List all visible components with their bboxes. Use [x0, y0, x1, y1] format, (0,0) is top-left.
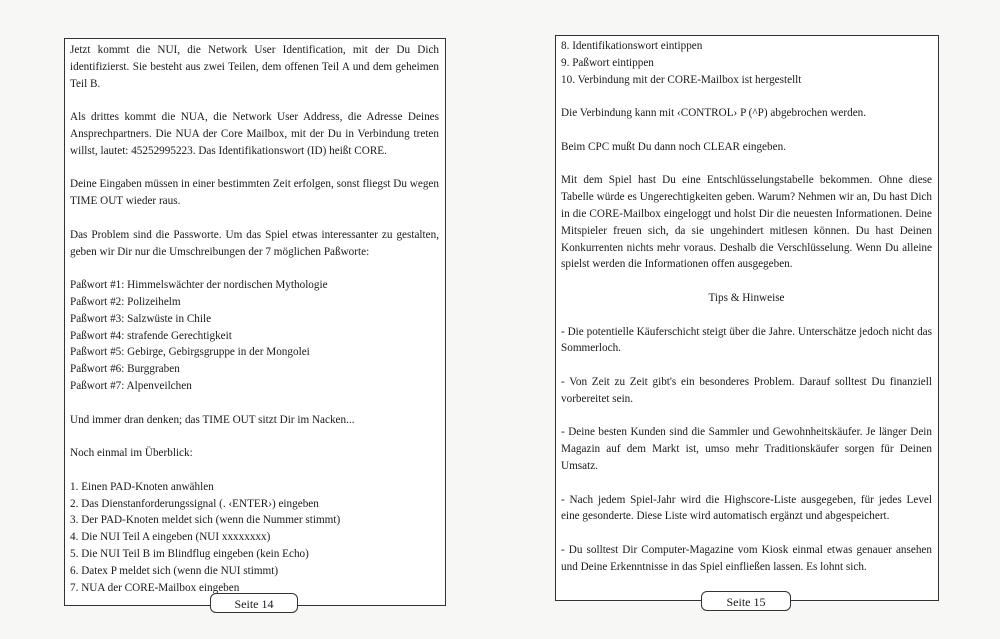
right-page: [555, 35, 939, 601]
tip-item: - Von Zeit zu Zeit gibt's ein besonderes Problem. Darauf solltest Du finanziell vorbereitet sein.: [561, 375, 932, 405]
step-item: 9. Paßwort eintippen: [561, 56, 654, 69]
step-item: 10. Verbindung mit der CORE-Mailbox ist hergestellt: [561, 73, 802, 86]
password-item: Paßwort #4: strafende Gerechtigkeit: [70, 329, 232, 342]
password-item: Paßwort #7: Alpenveilchen: [70, 379, 192, 392]
tip-item: - Nach jedem Spiel-Jahr wird die Highscore-Liste ausgegeben, für jedes Level eine gesonderte. Diese Liste wird automatisch ergänzt und abgespeichert.: [561, 493, 932, 523]
tip-item: - Du solltest Dir Computer-Magazine vom Kiosk einmal etwas genauer ansehen und Deine Erkenntnisse in das Spiel einfließen lassen. Es lohnt sich.: [561, 543, 932, 573]
page-number-left: Seite 14: [210, 593, 298, 613]
paragraph-cpc: Beim CPC mußt Du dann noch CLEAR eingeben.: [561, 140, 786, 153]
page-number-right: Seite 15: [701, 591, 791, 611]
right-page-content: [561, 38, 932, 576]
paragraph-decryption-table: Mit dem Spiel hast Du eine Entschlüsselungstabelle bekommen. Ohne diese Tabelle würde es Ungerechtigkeiten geben. Warum? Nehmen wir an, Du hast Dich in die CORE-Mailbox eingeloggt und holst Dir die neuesten Informationen. Deine Mitspieler freuen sich, da sie ungehindert mitlesen können. Du hast Deinen Konkurrenten nichts mehr voraus. Deshalb die Verschlüsselung. Wenn Du alleine spielst werden die Informationen offen ausgegeben.: [561, 174, 932, 271]
left-page-content: [70, 42, 439, 596]
paragraph-nui: Jetzt kommt die NUI, die Network User Identification, mit der Du Dich identifizierst. Sie besteht aus zwei Teilen, dem offenen Teil A und dem geheimen Teil B.: [70, 44, 439, 90]
password-item: Paßwort #3: Salzwüste in Chile: [70, 312, 212, 325]
paragraph-passwords: Das Problem sind die Passworte. Um das Spiel etwas interessanter zu gestalten, geben wir Dir nur die Umschreibungen der 7 möglichen Paßworte:: [70, 228, 439, 258]
paragraph-time-out: Deine Eingaben müssen in einer bestimmten Zeit erfolgen, sonst fliegst Du wegen TIME OUT wieder raus.: [70, 178, 439, 208]
paragraph-nua: Als drittes kommt die NUA, die Network User Address, die Adresse Deines Ansprechpartners. Die NUA der Core Mailbox, mit der Du in Verbindung treten willst, lautet: 45252995223. Das Identifikationswort (ID) heißt CORE.: [70, 111, 439, 157]
step-item: 1. Einen PAD-Knoten anwählen: [70, 480, 214, 493]
step-item: 8. Identifikationswort eintippen: [561, 40, 703, 52]
step-item: 4. Die NUI Teil A eingeben (NUI xxxxxxxx): [70, 531, 271, 544]
step-item: 2. Das Dienstanforderungssignal (. ‹ENTER›) eingeben: [70, 497, 319, 510]
paragraph-reminder: Und immer dran denken; das TIME OUT sitzt Dir im Nacken...: [70, 413, 355, 426]
password-item: Paßwort #2: Polizeihelm: [70, 295, 181, 308]
tips-heading: Tips & Hinweise: [708, 291, 785, 304]
step-item: 3. Der PAD-Knoten meldet sich (wenn die Nummer stimmt): [70, 514, 341, 527]
password-item: Paßwort #5: Gebirge, Gebirgsgruppe in der Mongolei: [70, 346, 310, 359]
step-item: 7. NUA der CORE-Mailbox eingeben: [70, 581, 240, 594]
tip-item: - Die potentielle Käuferschicht steigt über die Jahre. Unterschätze jedoch nicht das Sommerloch.: [561, 325, 932, 355]
step-item: 5. Die NUI Teil B im Blindflug eingeben (kein Echo): [70, 547, 309, 560]
left-page: [64, 38, 446, 606]
tip-item: - Deine besten Kunden sind die Sammler und Gewohnheitskäufer. Je länger Dein Magazin auf dem Markt ist, umso mehr Traditionskäufer sorgen für Deinen Umsatz.: [561, 426, 932, 472]
step-item: 6. Datex P meldet sich (wenn die NUI stimmt): [70, 564, 279, 577]
overview-heading: Noch einmal im Überblick:: [70, 447, 193, 460]
password-item: Paßwort #1: Himmelswächter der nordischen Mythologie: [70, 279, 328, 292]
password-item: Paßwort #6: Burggraben: [70, 363, 180, 376]
paragraph-control-p: Die Verbindung kann mit ‹CONTROL› P (^P) abgebrochen werden.: [561, 107, 867, 120]
